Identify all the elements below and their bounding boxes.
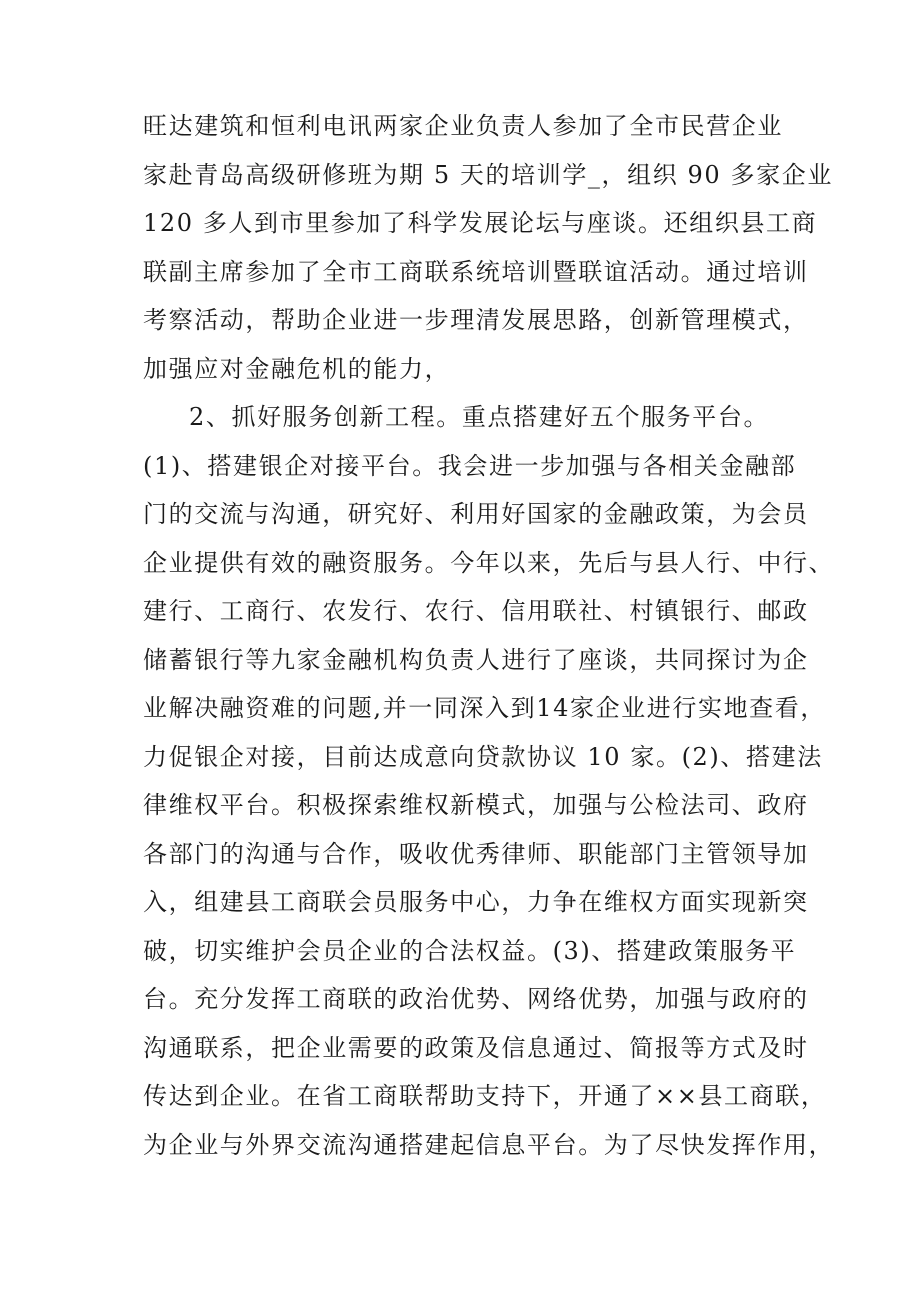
text-line: 台。充分发挥工商联的政治优势、网络优势，加强与政府的 xyxy=(143,985,809,1013)
text-line: 120 多人到市里参加了科学发展论坛与座谈。还组织县工商 xyxy=(143,209,818,237)
text-line: 储蓄银行等九家金融机构负责人进行了座谈，共同探讨为企 xyxy=(143,645,809,674)
text-line: 入，组建县工商联会员服务中心，力争在维权方面实现新突 xyxy=(143,888,809,916)
text-line: (1)、搭建银企对接平台。我会进一步加强与各相关金融部 xyxy=(143,451,797,480)
text-line: 力促银企对接，目前达成意向贷款协议 10 家。(2)、搭建法 xyxy=(143,742,823,771)
text-line: 传达到企业。在省工商联帮助支持下，开通了××县工商联， xyxy=(143,1082,827,1110)
text-line: 考察活动，帮助企业进一步理清发展思路，创新管理模式， xyxy=(143,306,809,334)
text-line: 为企业与外界交流沟通搭建起信息平台。为了尽快发挥作用， xyxy=(143,1130,835,1159)
text-line: 破，切实维护会员企业的合法权益。(3)、搭建政策服务平 xyxy=(143,936,797,965)
text-line: 律维权平台。积极探索维权新模式，加强与公检法司、政府 xyxy=(143,791,809,819)
text-line: 业解决融资难的问题,并一同深入到14家企业进行实地查看， xyxy=(143,694,826,722)
text-line: 联副主席参加了全市工商联系统培训暨联谊活动。通过培训 xyxy=(143,257,809,286)
text-line: 加强应对金融危机的能力， xyxy=(143,354,451,383)
text-line: 家赴青岛高级研修班为期 5 天的培训学_，组织 90 多家企业 xyxy=(143,160,833,189)
text-line: 门的交流与沟通，研究好、利用好国家的金融政策，为会员 xyxy=(143,500,809,528)
document-body xyxy=(143,102,835,1169)
text-line: 旺达建筑和恒利电讯两家企业负责人参加了全市民营企业 xyxy=(143,112,783,140)
text-line: 企业提供有效的融资服务。今年以来，先后与县人行、中行、 xyxy=(143,548,835,577)
text-line: 沟通联系，把企业需要的政策及信息通过、简报等方式及时 xyxy=(143,1033,809,1062)
text-line: 建行、工商行、农发行、农行、信用联社、村镇银行、邮政 xyxy=(143,597,809,625)
text-line: 各部门的沟通与合作，吸收优秀律师、职能部门主管领导加 xyxy=(143,839,809,868)
section-heading-line: 2、抓好服务创新工程。重点搭建好五个服务平台。 xyxy=(189,403,770,431)
